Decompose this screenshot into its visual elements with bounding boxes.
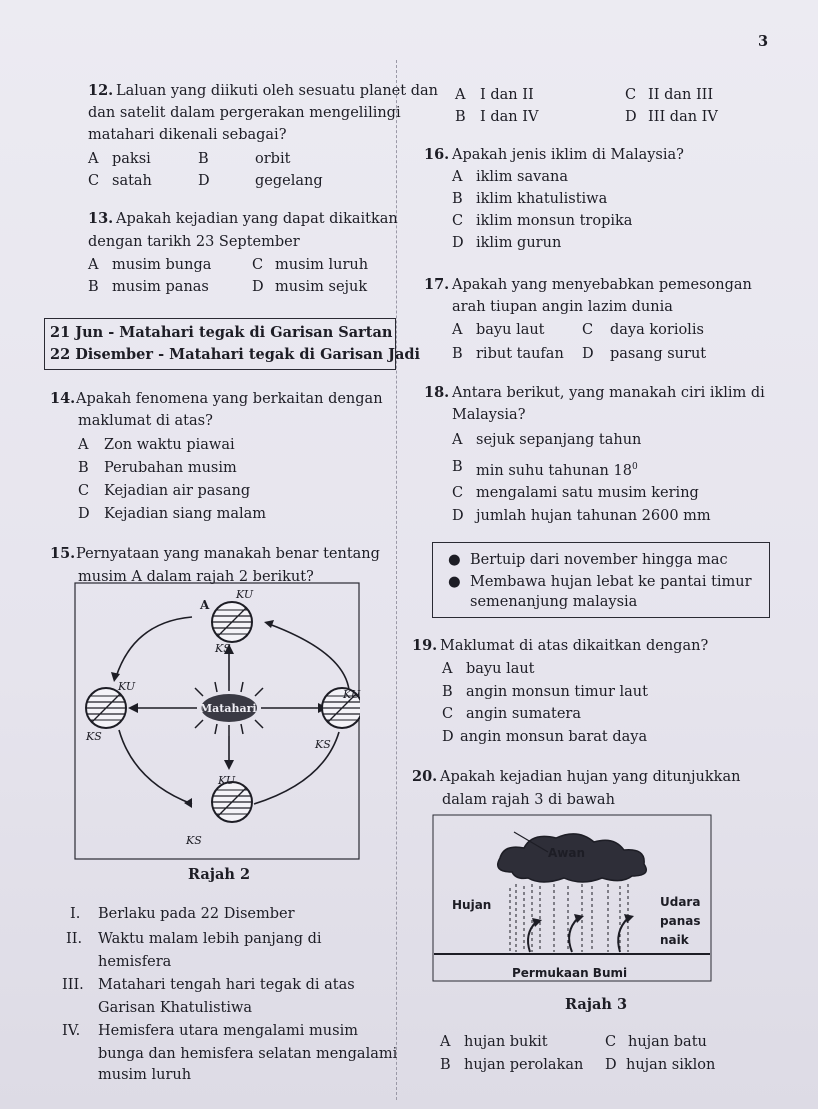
q14-opt-d: Kejadian siang malam xyxy=(104,506,267,522)
q20-opt-b-letter: B xyxy=(440,1057,451,1073)
rajah2-diagram xyxy=(74,582,360,860)
stmt-iii-num: III. xyxy=(62,977,84,993)
label-permukaan-bumi: Permukaan Bumi xyxy=(512,966,628,980)
q12-opt-c: satah xyxy=(112,173,152,189)
sun-label: Matahari xyxy=(200,702,257,715)
label-naik: naik xyxy=(660,933,689,947)
q18-opt-b-letter: B xyxy=(452,459,463,475)
q16-line1: Apakah jenis iklim di Malaysia? xyxy=(452,147,684,163)
q20-opt-d: hujan siklon xyxy=(626,1057,716,1073)
q16-opt-d: iklim gurun xyxy=(476,235,562,251)
q19-opt-c: angin sumatera xyxy=(466,706,582,722)
stmt-iii-cont: Garisan Khatulistiwa xyxy=(98,1000,253,1016)
label-panas: panas xyxy=(660,914,701,928)
q17-opt-c-letter: C xyxy=(582,322,594,338)
q20-opt-a-letter: A xyxy=(440,1034,451,1050)
orbit-arc-ne xyxy=(269,624,349,690)
label-awan: Awan xyxy=(548,846,586,860)
label-hujan: Hujan xyxy=(452,898,492,912)
q12-ans-c: II dan III xyxy=(648,87,714,103)
q12-opt-b: orbit xyxy=(255,151,291,167)
q14-number: 14. xyxy=(50,390,76,407)
q14-line2: maklumat di atas? xyxy=(78,413,213,429)
stmt-iv: Hemisfera utara mengalami musim xyxy=(98,1023,358,1039)
q12-ans-a: I dan II xyxy=(480,87,534,103)
q18-opt-d: jumlah hujan tahunan 2600 mm xyxy=(476,508,711,524)
stmt-iv-cont2: musim luruh xyxy=(98,1067,192,1083)
stmt-i-num: I. xyxy=(70,906,81,922)
q13-opt-a-letter: A xyxy=(88,257,99,273)
q14-opt-a: Zon waktu piawai xyxy=(104,437,235,453)
q12-opt-a: paksi xyxy=(112,151,151,167)
q19-number: 19. xyxy=(412,637,438,654)
info-line1: 21 Jun - Matahari tegak di Garisan Sartan xyxy=(50,324,393,341)
orbit-arc-nw xyxy=(116,617,192,677)
q20-opt-a: hujan bukit xyxy=(464,1034,548,1050)
q12-opt-c-letter: C xyxy=(88,173,100,189)
q12-line3: matahari dikenali sebagai? xyxy=(88,127,287,143)
q12-ans-a-letter: A xyxy=(455,87,466,103)
label-a: A xyxy=(200,598,210,612)
q13-opt-a: musim bunga xyxy=(112,257,212,273)
q13-number: 13. xyxy=(88,210,114,227)
q17-opt-b-letter: B xyxy=(452,346,463,362)
q17-opt-d-letter: D xyxy=(582,346,594,362)
page-number: 3 xyxy=(758,33,769,50)
q17-line2: arah tiupan angin lazim dunia xyxy=(452,299,673,315)
orbit-arc-sw xyxy=(119,730,192,804)
stmt-iv-cont1: bunga dan hemisfera selatan mengalami xyxy=(98,1046,398,1062)
q17-line1: Apakah yang menyebabkan pemesongan xyxy=(452,277,752,293)
q14-opt-c: Kejadian air pasang xyxy=(104,483,251,499)
q18-line1: Antara berikut, yang manakah ciri iklim di xyxy=(452,385,765,401)
q18-line2: Malaysia? xyxy=(452,407,526,423)
q19-opt-d: angin monsun barat daya xyxy=(460,729,648,745)
q17-opt-a-letter: A xyxy=(452,322,463,338)
q19-box-line1: Bertuip dari november hingga mac xyxy=(470,552,728,568)
q17-opt-c: daya koriolis xyxy=(610,322,704,338)
q13-opt-c-letter: C xyxy=(252,257,264,273)
label-ku-right: KU xyxy=(343,688,361,701)
q18-number: 18. xyxy=(424,384,450,401)
label-ks-bottom: KS xyxy=(186,834,202,847)
q12-line2: dan satelit dalam pergerakan mengelilingi xyxy=(88,105,401,121)
q17-opt-b: ribut taufan xyxy=(476,346,564,362)
stmt-iii: Matahari tengah hari tegak di atas xyxy=(98,977,355,993)
q13-opt-d: musim sejuk xyxy=(275,279,368,295)
label-ks-top: KS xyxy=(215,642,231,655)
q12-ans-b-letter: B xyxy=(455,109,466,125)
q16-opt-b-letter: B xyxy=(452,191,463,207)
q19-opt-b: angin monsun timur laut xyxy=(466,684,648,700)
stmt-ii-cont: hemisfera xyxy=(98,954,172,970)
q20-opt-d-letter: D xyxy=(605,1057,617,1073)
q17-opt-a: bayu laut xyxy=(476,322,545,338)
q20-opt-c: hujan batu xyxy=(628,1034,707,1050)
stmt-ii: Waktu malam lebih panjang di xyxy=(98,931,322,947)
q20-line2: dalam rajah 3 di bawah xyxy=(442,792,615,808)
label-ku-top: KU xyxy=(236,588,254,601)
q19-opt-b-letter: B xyxy=(442,684,453,700)
q18-opt-d-letter: D xyxy=(452,508,464,524)
rising-air xyxy=(528,918,628,952)
q12-line1: Laluan yang diikuti oleh sesuatu planet dan xyxy=(116,83,438,99)
q16-number: 16. xyxy=(424,146,450,163)
q16-opt-b: iklim khatulistiwa xyxy=(476,191,608,207)
q13-opt-b: musim panas xyxy=(112,279,209,295)
rajah3-caption: Rajah 3 xyxy=(565,996,628,1013)
label-ku-left: KU xyxy=(118,680,136,693)
q12-ans-b: I dan IV xyxy=(480,109,539,125)
q12-number: 12. xyxy=(88,82,114,99)
bullet-2: ● xyxy=(448,574,461,590)
label-ku-bottom: KU xyxy=(218,774,236,787)
earth-top xyxy=(212,602,252,642)
q12-opt-a-letter: A xyxy=(88,151,99,167)
q17-number: 17. xyxy=(424,276,450,293)
q16-opt-d-letter: D xyxy=(452,235,464,251)
q18-opt-c-letter: C xyxy=(452,485,464,501)
q12-ans-c-letter: C xyxy=(625,87,637,103)
q19-opt-a-letter: A xyxy=(442,661,453,677)
q12-opt-d-letter: D xyxy=(198,173,210,189)
label-ks-right: KS xyxy=(315,738,331,751)
label-ks-left: KS xyxy=(86,730,102,743)
info-line2: 22 Disember - Matahari tegak di Garisan Jadi xyxy=(50,346,421,363)
q18-opt-b: min suhu tahunan $18^0$ xyxy=(476,462,638,479)
q15-line1: Pernyataan yang manakah benar tentang xyxy=(76,546,380,562)
q16-opt-c-letter: C xyxy=(452,213,464,229)
q19-box-line3: semenanjung malaysia xyxy=(470,594,638,610)
stmt-iv-num: IV. xyxy=(62,1023,81,1039)
q13-line1: Apakah kejadian yang dapat dikaitkan xyxy=(116,211,398,227)
q17-opt-d: pasang surut xyxy=(610,346,707,362)
q13-opt-b-letter: B xyxy=(88,279,99,295)
q16-opt-a: iklim savana xyxy=(476,169,568,185)
q12-opt-b-letter: B xyxy=(198,151,209,167)
rajah2-caption: Rajah 2 xyxy=(188,866,251,883)
q18-opt-a-letter: A xyxy=(452,432,463,448)
q20-line1: Apakah kejadian hujan yang ditunjukkan xyxy=(440,769,741,785)
stmt-i: Berlaku pada 22 Disember xyxy=(98,906,295,922)
bullet-1: ● xyxy=(448,552,461,568)
q20-number: 20. xyxy=(412,768,438,785)
q14-opt-c-letter: C xyxy=(78,483,90,499)
q19-opt-c-letter: C xyxy=(442,706,454,722)
q13-opt-d-letter: D xyxy=(252,279,264,295)
label-udara: Udara xyxy=(660,895,701,909)
q14-opt-b-letter: B xyxy=(78,460,89,476)
q16-opt-c: iklim monsun tropika xyxy=(476,213,633,229)
q12-ans-d-letter: D xyxy=(625,109,637,125)
q16-opt-a-letter: A xyxy=(452,169,463,185)
q20-opt-b: hujan perolakan xyxy=(464,1057,584,1073)
q19-box-line2: Membawa hujan lebat ke pantai timur xyxy=(470,574,752,590)
q19-line1: Maklumat di atas dikaitkan dengan? xyxy=(440,638,709,654)
q14-opt-b: Perubahan musim xyxy=(104,460,237,476)
q12-ans-d: III dan IV xyxy=(648,109,718,125)
q15-number: 15. xyxy=(50,545,76,562)
q14-opt-a-letter: A xyxy=(78,437,89,453)
q20-opt-c-letter: C xyxy=(605,1034,617,1050)
q13-opt-c: musim luruh xyxy=(275,257,369,273)
q18-opt-c: mengalami satu musim kering xyxy=(476,485,699,501)
q14-opt-d-letter: D xyxy=(78,506,90,522)
q18-opt-a: sejuk sepanjang tahun xyxy=(476,432,642,448)
q13-line2: dengan tarikh 23 September xyxy=(88,234,300,250)
q19-opt-d-letter: D xyxy=(442,729,454,745)
q15-line2: musim A dalam rajah 2 berikut? xyxy=(78,569,314,585)
stmt-ii-num: II. xyxy=(66,931,83,947)
q14-line1: Apakah fenomena yang berkaitan dengan xyxy=(76,391,383,407)
q19-opt-a: bayu laut xyxy=(466,661,535,677)
q12-opt-d: gegelang xyxy=(255,173,323,189)
